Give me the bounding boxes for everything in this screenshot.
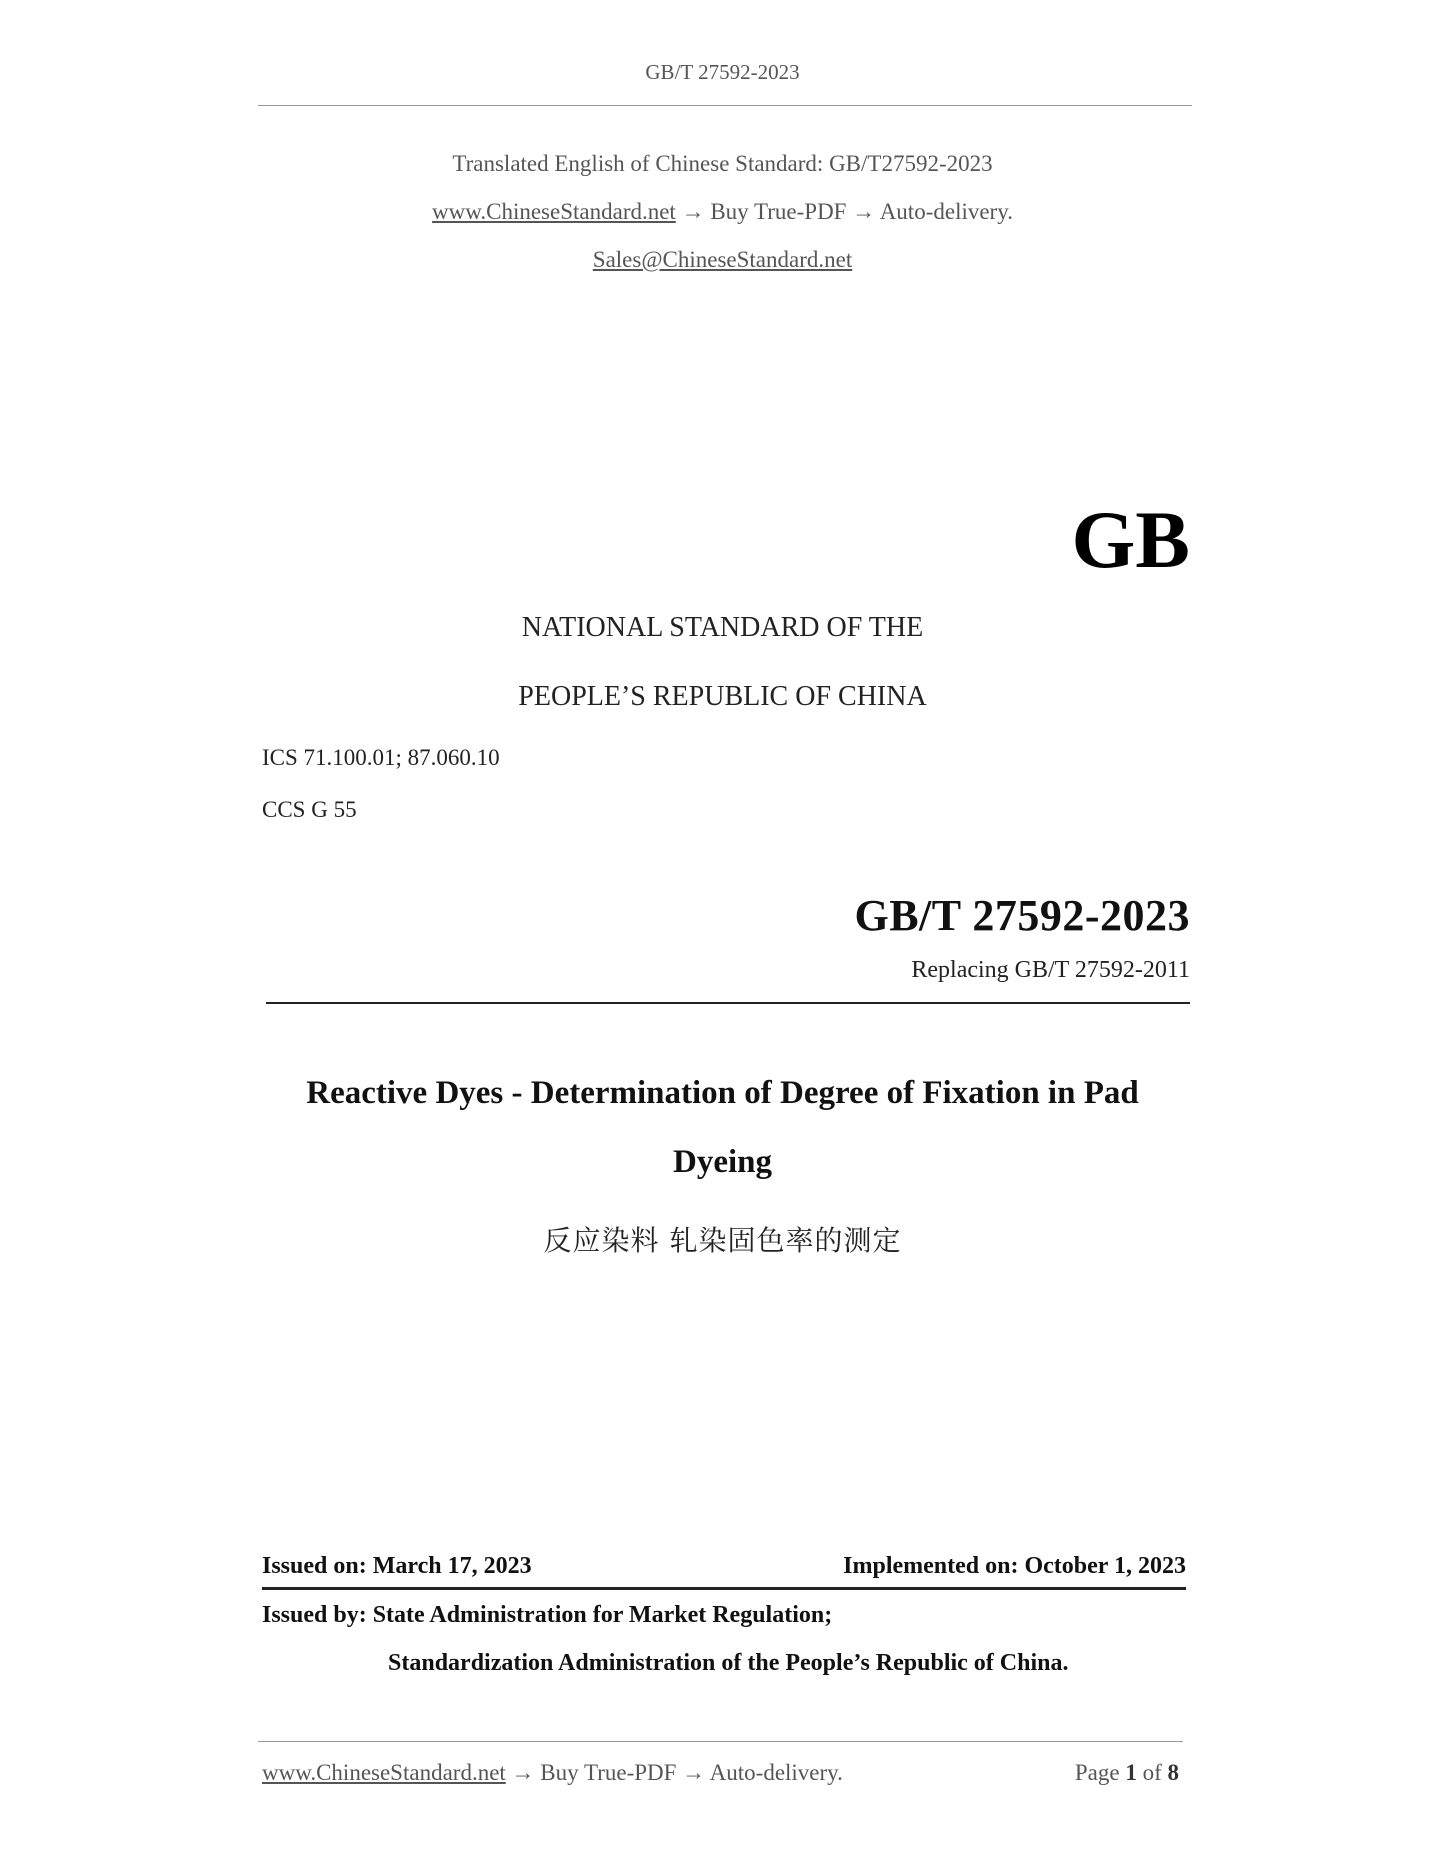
footer-purchase-text: → Buy True-PDF → Auto-delivery. [511,1760,843,1785]
implemented-on: Implemented on: October 1, 2023 [843,1553,1186,1579]
replacing-note: Replacing GB/T 27592-2011 [911,957,1190,983]
issued-on: Issued on: March 17, 2023 [262,1553,532,1579]
ccs-code: CCS G 55 [262,797,357,822]
standard-number: GB/T 27592-2023 [854,891,1190,940]
footer-site-link[interactable]: www.ChineseStandard.net [262,1760,506,1785]
footer-divider [258,1741,1183,1742]
page-of: of [1142,1760,1162,1785]
page-current: 1 [1125,1760,1137,1785]
standard-divider [266,1002,1190,1004]
header-divider [258,105,1192,106]
email-line [0,247,1445,273]
purchase-text: → Buy True-PDF → Auto-delivery. [681,199,1013,224]
footer-purchase-line [262,1760,843,1786]
page-indicator [1075,1760,1179,1786]
national-standard-line2: PEOPLE’S REPUBLIC OF CHINA [518,681,927,712]
running-header: GB/T 27592-2023 [645,60,800,84]
issued-by: Issued by: State Administration for Market Regulation; [262,1602,833,1628]
dates-divider [262,1587,1186,1590]
chinese-title: 反应染料 轧染固色率的测定 [543,1224,902,1257]
page-label: Page [1074,1760,1120,1785]
site-link[interactable]: www.ChineseStandard.net [432,199,676,224]
email-link[interactable]: Sales@ChineseStandard.net [592,247,853,272]
national-standard-line1: NATIONAL STANDARD OF THE [521,612,924,643]
page-total: 8 [1167,1760,1179,1785]
issued-by-2: Standardization Administration of the People’s Republic of China. [388,1650,1069,1676]
document-title-line1: Reactive Dyes - Determination of Degree of Fixation in Pad [306,1075,1139,1111]
gb-logo: GB [1071,494,1190,585]
purchase-line [0,199,1445,225]
document-title-line2: Dyeing [673,1144,772,1180]
ics-code: ICS 71.100.01; 87.060.10 [262,745,500,770]
translation-note: Translated English of Chinese Standard: GB/T27592-2023 [452,151,993,176]
